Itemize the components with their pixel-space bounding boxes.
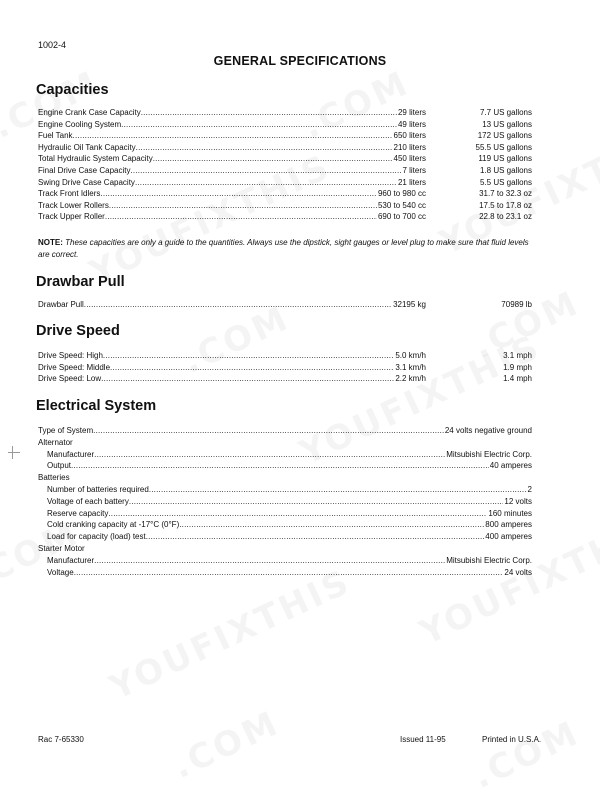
leader-dots xyxy=(146,531,485,543)
spec-us-value: 22.8 to 23.1 oz xyxy=(479,212,532,222)
leader-dots xyxy=(179,519,484,531)
spec-us-value: 31.7 to 32.3 oz xyxy=(479,189,532,199)
spec-us-value: 7.7 US gallons xyxy=(479,108,532,117)
watermark xyxy=(167,703,286,787)
footer-printed: Printed in U.S.A. xyxy=(482,735,542,744)
leader-dots xyxy=(84,299,392,311)
leader-dots xyxy=(110,362,394,374)
spec-row xyxy=(38,119,532,131)
spec-row xyxy=(38,153,532,165)
watermark xyxy=(467,713,586,797)
spec-value: 24 volts negative ground xyxy=(444,426,532,435)
spec-row xyxy=(38,362,532,374)
spec-us-value: 3.1 mph xyxy=(503,351,532,360)
spec-row xyxy=(38,449,532,461)
spec-us-value: 13 US gallons xyxy=(482,119,532,129)
spec-label: Manufacturer xyxy=(47,555,95,565)
spec-value: 160 minutes xyxy=(488,508,532,518)
spec-metric-value: 21 liters xyxy=(397,177,426,187)
spec-label: Engine Cooling System xyxy=(38,119,122,129)
spec-us-value: 17.5 to 17.8 oz xyxy=(479,200,532,210)
section-title-capacities: Capacities xyxy=(36,82,109,98)
spec-row xyxy=(38,567,532,579)
spec-label: Engine Crank Case Capacity xyxy=(38,108,141,117)
spec-label: Final Drive Case Capacity xyxy=(38,165,131,175)
spec-metric-value: 210 liters xyxy=(393,142,426,152)
spec-row xyxy=(38,519,532,531)
spec-label: Number of batteries required xyxy=(47,484,149,494)
spec-metric-value: 2.2 km/h xyxy=(395,374,426,384)
spec-label: Drawbar Pull xyxy=(38,300,84,309)
leader-dots xyxy=(130,165,401,177)
spec-label: Hydraulic Oil Tank Capacity xyxy=(38,142,136,152)
spec-metric-value: 530 to 540 cc xyxy=(377,200,426,210)
spec-label: Output xyxy=(47,461,72,471)
leader-dots xyxy=(135,177,397,189)
spec-us-value: 1.4 mph xyxy=(503,374,532,384)
spec-label: Track Upper Roller xyxy=(38,212,105,222)
leader-dots xyxy=(101,373,394,385)
spec-us-value: 172 US gallons xyxy=(477,131,532,141)
spec-value: Mitsubishi Electric Corp. xyxy=(446,449,532,459)
spec-label: Voltage of each battery xyxy=(47,496,129,506)
leader-dots xyxy=(94,555,445,567)
electrical-table xyxy=(38,425,532,578)
spec-label: Swing Drive Case Capacity xyxy=(38,177,135,187)
spec-metric-value: 49 liters xyxy=(397,119,426,129)
spec-label: Type of System xyxy=(38,426,94,435)
spec-label: Track Front Idlers xyxy=(38,189,101,199)
footer-doc-number: Rac 7-65330 xyxy=(38,735,84,744)
leader-dots xyxy=(129,496,504,508)
spec-metric-value: 690 to 700 cc xyxy=(377,212,426,222)
drive-speed-table xyxy=(38,350,532,385)
spec-label: Drive Speed: High xyxy=(38,351,103,360)
leader-dots xyxy=(103,350,394,362)
note-label: NOTE: xyxy=(38,238,63,247)
leader-dots xyxy=(105,211,377,223)
spec-value: 800 amperes xyxy=(485,520,532,530)
leader-dots xyxy=(108,508,487,520)
spec-row xyxy=(38,555,532,567)
spec-value: 400 amperes xyxy=(485,532,532,542)
spec-row xyxy=(38,165,532,177)
spec-group-heading xyxy=(38,437,532,449)
spec-row xyxy=(38,177,532,189)
spec-label: Manufacturer xyxy=(47,449,95,459)
leader-dots xyxy=(141,107,397,119)
spec-label: Batteries xyxy=(38,473,70,483)
spec-row xyxy=(38,200,532,212)
spec-row xyxy=(38,531,532,543)
spec-label: Reserve capacity xyxy=(47,508,109,518)
note-text: These capacities are only a guide to the quantities. Always use the dipstick, sight gauges or level plug to make sure that fluid levels are correct. xyxy=(38,238,529,259)
spec-value: 12 volts xyxy=(504,496,532,506)
spec-label: Voltage xyxy=(47,567,74,577)
spec-group-heading xyxy=(38,543,532,555)
spec-metric-value: 960 to 980 cc xyxy=(377,189,426,199)
spec-row xyxy=(38,508,532,520)
leader-dots xyxy=(74,567,504,579)
spec-row xyxy=(38,107,532,119)
spec-metric-value: 7 liters xyxy=(402,165,426,175)
spec-group-heading xyxy=(38,472,532,484)
leader-dots xyxy=(94,449,445,461)
spec-metric-value: 450 liters xyxy=(393,154,426,164)
leader-dots xyxy=(109,200,377,212)
spec-row xyxy=(38,350,532,362)
leader-dots xyxy=(136,142,393,154)
section-title-drive-speed: Drive Speed xyxy=(36,323,120,339)
footer-issued: Issued 11-95 xyxy=(400,735,446,744)
spec-label: Cold cranking capacity at -17°C (0°F) xyxy=(47,520,180,530)
spec-value: 2 xyxy=(527,484,532,494)
spec-label: Fuel Tank xyxy=(38,131,73,141)
spec-row xyxy=(38,460,532,472)
spec-row xyxy=(38,425,532,437)
drawbar-table xyxy=(38,299,532,311)
margin-mark xyxy=(12,446,13,459)
leader-dots xyxy=(73,130,393,142)
spec-label: Drive Speed: Middle xyxy=(38,362,111,372)
spec-metric-value: 32195 kg xyxy=(393,300,426,309)
spec-value: 24 volts xyxy=(504,567,532,577)
leader-dots xyxy=(153,153,393,165)
spec-metric-value: 29 liters xyxy=(397,108,426,117)
spec-row xyxy=(38,188,532,200)
spec-us-value: 1.8 US gallons xyxy=(479,165,532,175)
spec-metric-value: 5.0 km/h xyxy=(395,351,426,360)
spec-us-value: 5.5 US gallons xyxy=(479,177,532,187)
spec-label: Starter Motor xyxy=(38,543,85,553)
spec-label: Track Lower Rollers xyxy=(38,200,109,210)
watermark xyxy=(104,562,357,708)
leader-dots xyxy=(121,119,397,131)
spec-label: Total Hydraulic System Capacity xyxy=(38,154,153,164)
capacities-table xyxy=(38,107,532,223)
spec-row xyxy=(38,484,532,496)
spec-metric-value: 650 liters xyxy=(393,131,426,141)
capacity-note xyxy=(38,237,538,261)
spec-value: Mitsubishi Electric Corp. xyxy=(446,555,532,565)
section-title-electrical: Electrical System xyxy=(36,398,157,414)
spec-row xyxy=(38,142,532,154)
spec-us-value: 70989 lb xyxy=(501,300,532,309)
page-title: GENERAL SPECIFICATIONS xyxy=(213,54,387,68)
spec-us-value: 119 US gallons xyxy=(478,154,532,164)
leader-dots xyxy=(149,484,527,496)
leader-dots xyxy=(71,460,489,472)
spec-label: Alternator xyxy=(38,437,73,447)
spec-label: Drive Speed: Low xyxy=(38,374,102,384)
spec-row xyxy=(38,130,532,142)
section-title-drawbar: Drawbar Pull xyxy=(36,274,125,290)
leader-dots xyxy=(100,188,377,200)
spec-row xyxy=(38,211,532,223)
spec-us-value: 1.9 mph xyxy=(503,362,532,372)
spec-row xyxy=(38,299,532,311)
spec-us-value: 55.5 US gallons xyxy=(475,142,532,152)
spec-metric-value: 3.1 km/h xyxy=(395,362,426,372)
spec-row xyxy=(38,496,532,508)
spec-value: 40 amperes xyxy=(489,461,532,471)
spec-row xyxy=(38,373,532,385)
leader-dots xyxy=(93,425,444,437)
spec-label: Load for capacity (load) test xyxy=(47,532,146,542)
page-number: 1002-4 xyxy=(38,40,67,50)
margin-mark xyxy=(8,452,20,453)
